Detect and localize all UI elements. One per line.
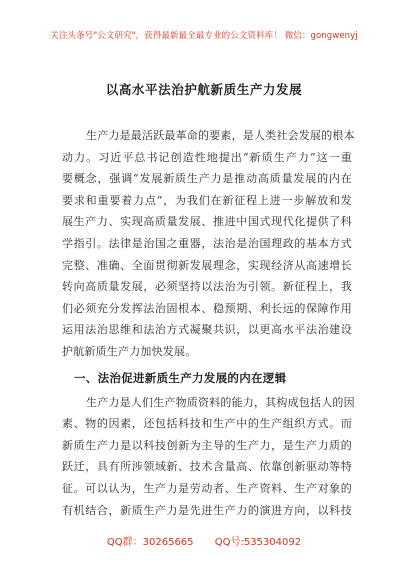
intro-line: 护航新质生产力加快发展。 [62,344,197,358]
section-line: 征。可以认为，生产力是劳动者、生产资料、生产对象的 [62,481,352,495]
section-heading: 一、法治促进新质生产力发展的内在逻辑 [74,370,287,385]
intro-line: 完整、准确、全面贯彻新发展理念，实现经济从高速增长 [62,258,352,272]
footer-contact [0,533,408,548]
document-title: 以高水平法治护航新质生产力发展 [105,82,303,97]
section-line: 有机结合，新质生产力是先进生产力的演进方向，以科技 [62,503,352,517]
section-line: 新质生产力是以科技创新为主导的生产力，是生产力质的 [62,438,352,452]
intro-line: 展生产力、实现高质量发展、推进中国式现代化提供了科 [62,215,352,229]
intro-line: 学指引。法律是治国之重器，法治是治国理政的基本方式 [62,236,352,250]
qq-number: QQ号:535304092 [214,537,302,548]
intro-line: 要概念，强调“发展新质生产力是推动高质量发展的内在 [62,172,352,186]
intro-line: 们必须充分发挥法治固根本、稳预期、利长远的保障作用 [62,301,352,315]
intro-line: 运用法治思维和法治方式凝聚共识，以更高水平法治建设 [62,323,352,337]
intro-line: 要求和重要着力点”，为我们在新征程上进一步解放和发 [62,193,352,207]
intro-line: 动力。习近平总书记创造性地提出“新质生产力”这一重 [62,150,352,164]
intro-line: 转向高质量发展，必须坚持以法治为引领。新征程上，我 [62,280,352,294]
header-note: 关注头条号"公文研究"，获得最新最全最专业的公文资料库！ 微信：gongwenyj [50,31,358,41]
section-line: 素、物的因素，还包括科技和生产中的生产组织方式。而 [62,417,352,431]
qq-group-number: QQ群：30265665 [106,537,194,548]
document-body [62,125,355,521]
section-line: 跃迁，具有所涉领域新、技术含量高、依靠创新驱动等特 [62,460,352,474]
section-line: 生产力是人们生产物质资料的能力，其构成包括人的因 [86,395,355,409]
intro-line: 生产力是最活跃最革命的要素，是人类社会发展的根本 [86,129,355,142]
